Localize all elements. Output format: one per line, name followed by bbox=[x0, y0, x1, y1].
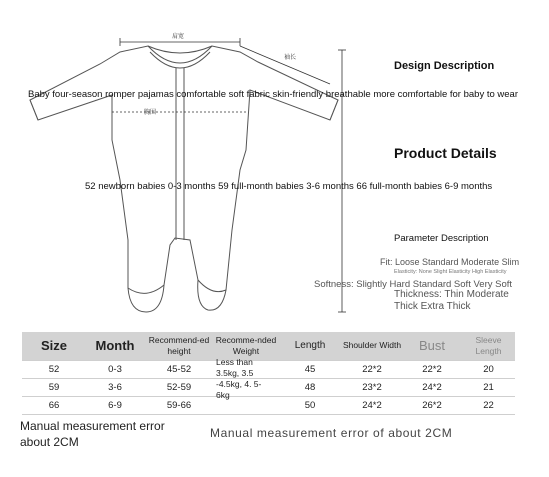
measurement-note-left: Manual measurement error about 2CM bbox=[20, 419, 165, 449]
shoulder-label: 肩宽 bbox=[172, 34, 185, 40]
measurement-note-right: Manual measurement error of about 2CM bbox=[210, 426, 453, 440]
cell-sleeve: 20 bbox=[462, 360, 515, 378]
thickness-parameter-line1: Thickness: Thin Moderate bbox=[394, 289, 509, 300]
header-size: Size bbox=[40, 338, 67, 354]
header-recommended-weight: Recomme-nded Weight bbox=[215, 334, 277, 356]
cell-month: 0-3 bbox=[86, 360, 144, 378]
thickness-parameter-line2: Thick Extra Thick bbox=[394, 301, 471, 312]
cell-bust: 22*2 bbox=[402, 360, 462, 378]
cell-height: 52-59 bbox=[144, 378, 214, 396]
romper-collar bbox=[148, 46, 212, 63]
size-chart-header-row bbox=[22, 332, 515, 360]
cell-length: 48 bbox=[278, 378, 342, 396]
design-description-body: Baby four-season romper pajamas comfortable soft fabric skin-friendly breathable more comfortable for baby to wear bbox=[28, 89, 519, 100]
header-shoulder-width: Shoulder Width bbox=[342, 340, 402, 351]
header-recommended-height: Recommend-ed height bbox=[148, 334, 210, 356]
cell-sleeve: 22 bbox=[462, 396, 515, 414]
cell-shoulder: 23*2 bbox=[342, 378, 402, 396]
cell-month: 6-9 bbox=[86, 396, 144, 414]
cell-height: 59-66 bbox=[144, 396, 214, 414]
cell-month: 3-6 bbox=[86, 378, 144, 396]
elasticity-parameter: Elasticity: None Slight Elasticity High Elasticity bbox=[394, 269, 507, 275]
cell-height: 45-52 bbox=[144, 360, 214, 378]
softness-parameter: Softness: Slightly Hard Standard Soft Very Soft bbox=[314, 279, 513, 290]
cell-sleeve: 21 bbox=[462, 378, 515, 396]
cell-shoulder: 24*2 bbox=[342, 396, 402, 414]
cell-bust: 26*2 bbox=[402, 396, 462, 414]
cell-length: 50 bbox=[278, 396, 342, 414]
parameter-description-title: Parameter Description bbox=[394, 233, 489, 244]
header-month: Month bbox=[95, 338, 135, 354]
recommended-weight-values: Less than 3.5kg, 3.5 -4.5kg, 4. 5-6kg bbox=[216, 357, 262, 400]
bust-label: 胸围 bbox=[144, 110, 157, 116]
header-sleeve-length: Sleeve Length bbox=[475, 334, 502, 356]
product-details-title: Product Details bbox=[394, 145, 497, 161]
cell-size: 59 bbox=[22, 378, 86, 396]
fit-parameter: Fit: Loose Standard Moderate Slim bbox=[380, 257, 520, 267]
cell-bust: 24*2 bbox=[402, 378, 462, 396]
cell-size: 52 bbox=[22, 360, 86, 378]
cell-size: 66 bbox=[22, 396, 86, 414]
header-length: Length bbox=[294, 340, 326, 352]
cell-shoulder: 22*2 bbox=[342, 360, 402, 378]
header-bust: Bust bbox=[418, 338, 445, 354]
cell-length: 45 bbox=[278, 360, 342, 378]
design-description-title: Design Description bbox=[394, 60, 495, 72]
sleeve-label: 袖长 bbox=[284, 55, 297, 61]
product-details-body: 52 newborn babies 0-3 months 59 full-month babies 3-6 months 66 full-month babies 6-9 months bbox=[85, 181, 493, 192]
